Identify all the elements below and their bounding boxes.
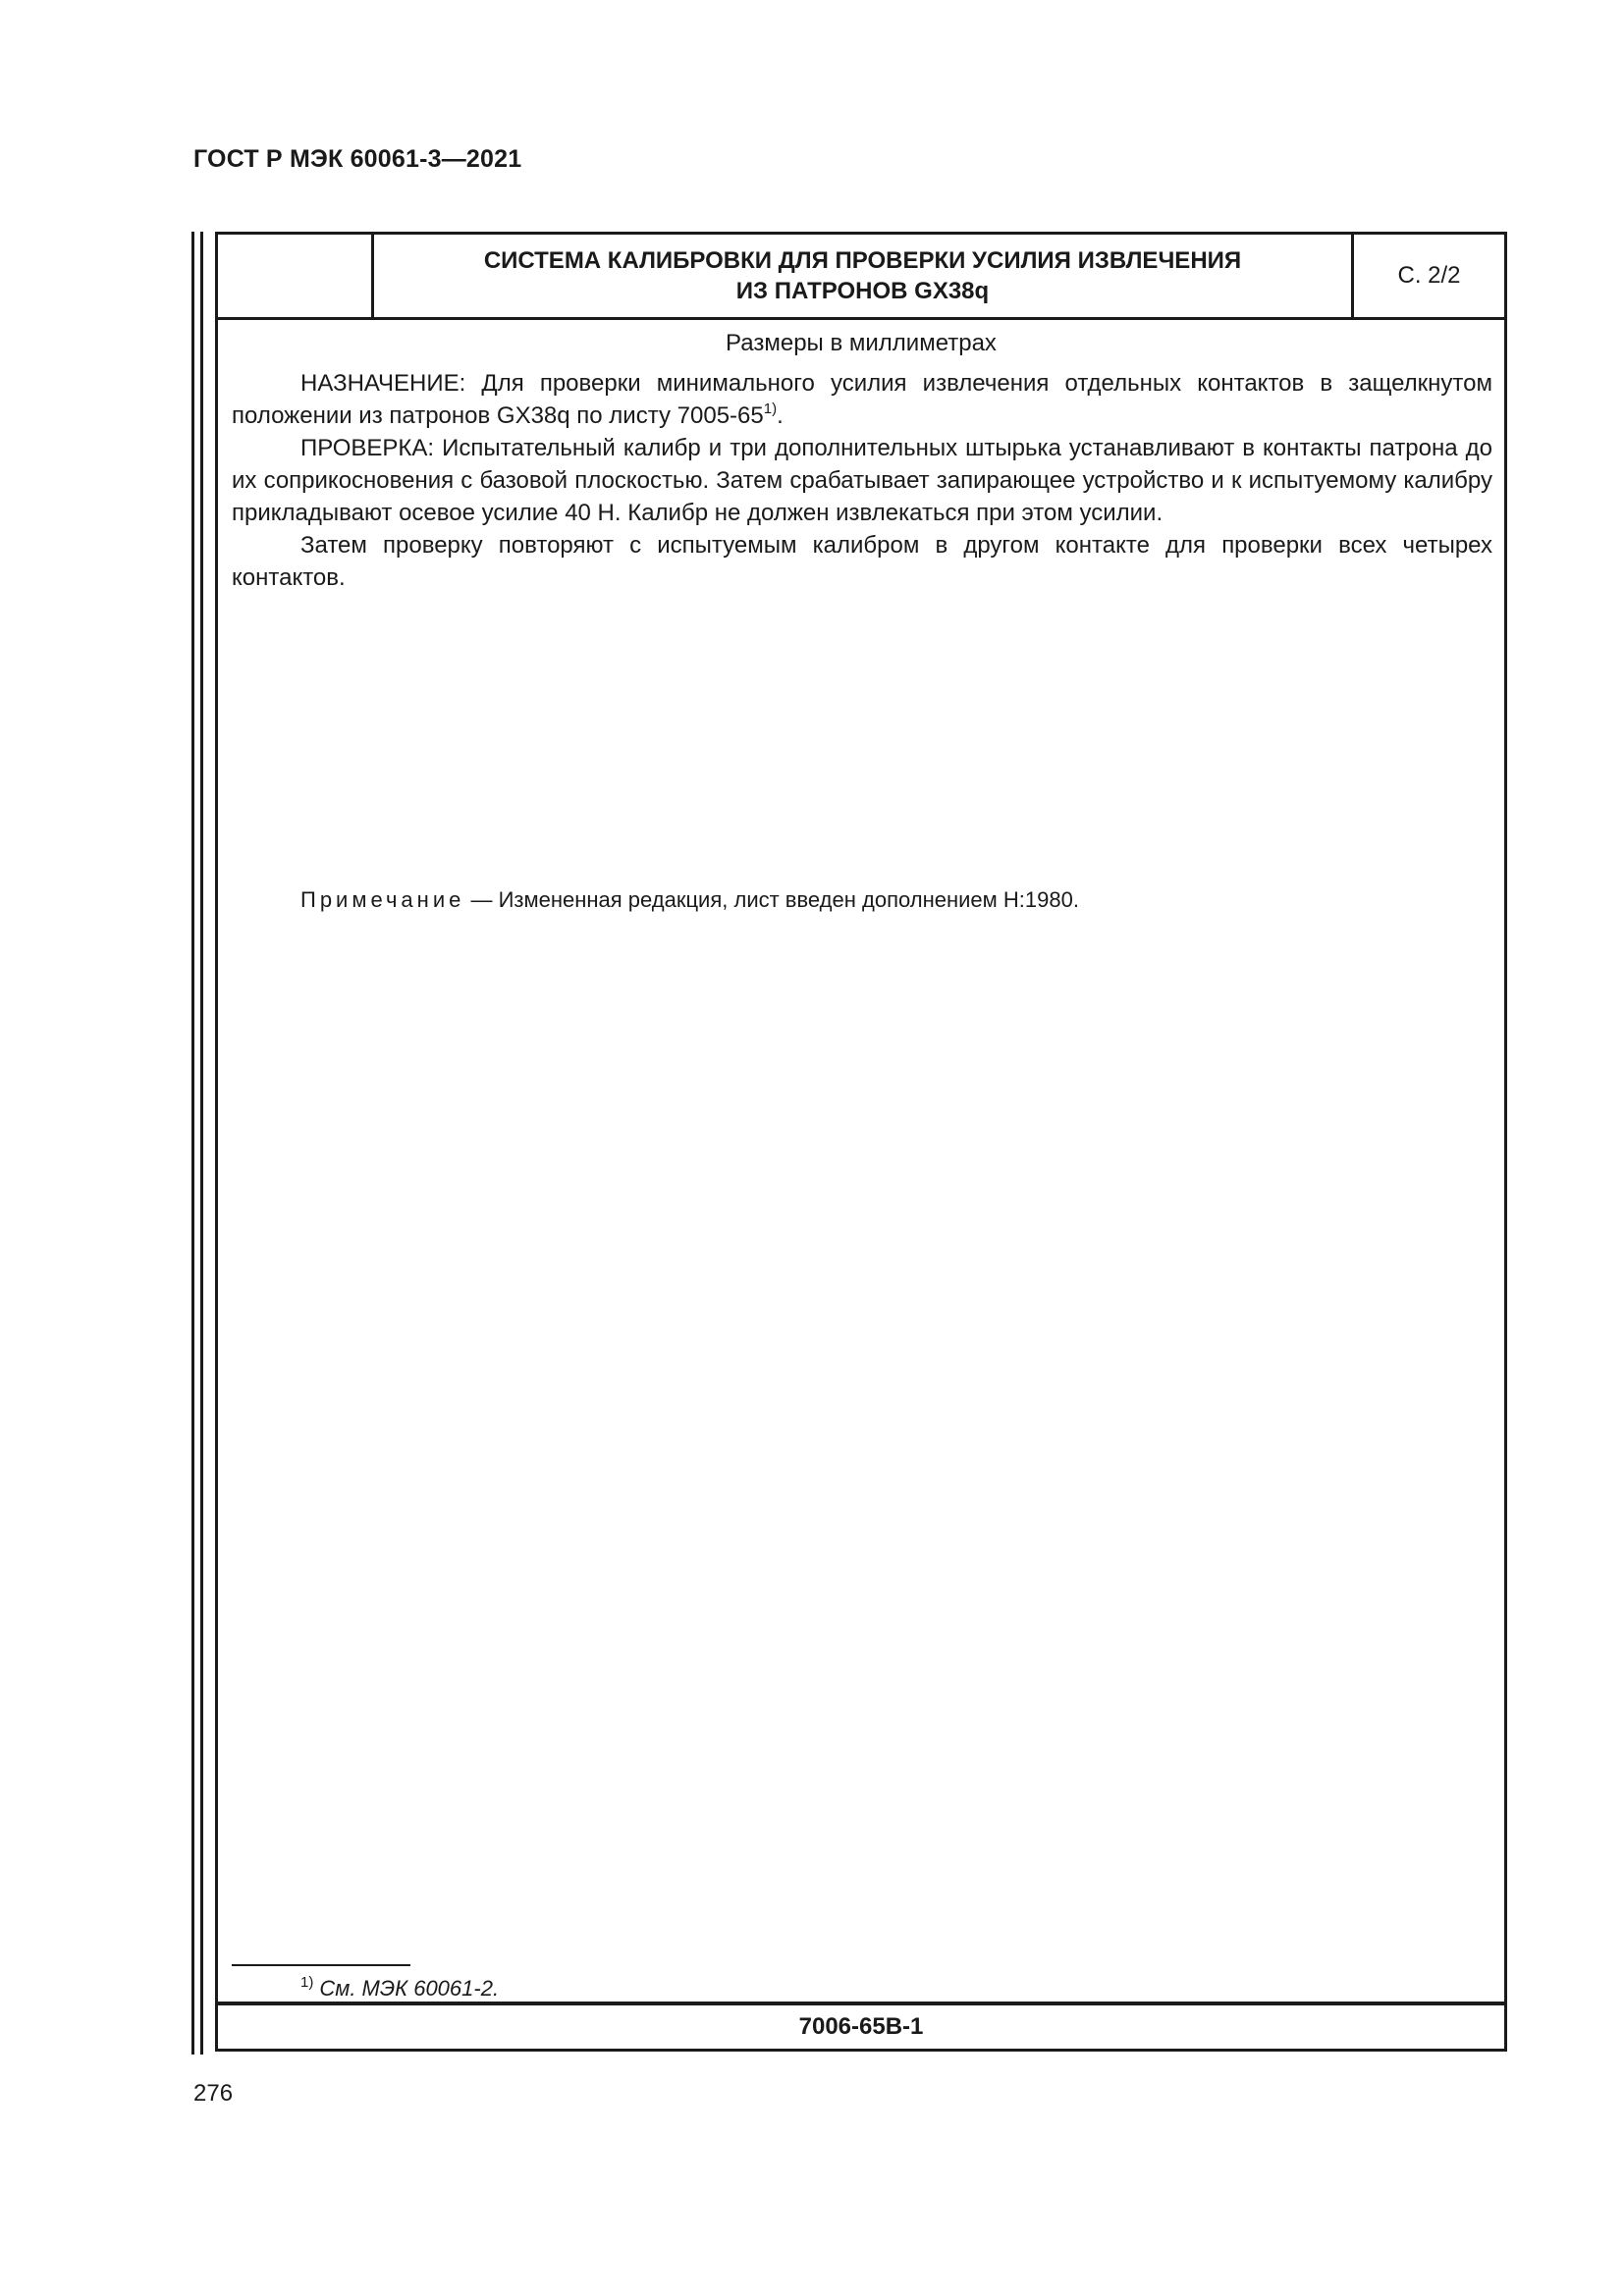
footnote-marker: 1) (300, 1974, 314, 1991)
note-label: Примечание (300, 887, 465, 912)
repeat-paragraph: Затем проверку повторяют с испытуемым калибром в другом контакте для проверки всех четырех контактов. (232, 532, 1492, 591)
sheet-body (218, 320, 1504, 2008)
check-paragraph: ПРОВЕРКА: Испытательный калибр и три дополнительных штырька устанавливают в контакты патрона до их соприкосновения с базовой плоскостью. Затем срабатывает запирающее устройство и к испытуемому калибру прикладывают осевое усилие 40 Н. Калибр не должен извлекаться при этом усилии. (232, 435, 1492, 526)
note-text: — Измененная редакция, лист введен дополнением Н:1980. (464, 887, 1079, 912)
footnote-separator (232, 1964, 410, 1966)
sheet-header (218, 235, 1504, 320)
purpose-paragraph: НАЗНАЧЕНИЕ: Для проверки минимального усилия извлечения отдельных контактов в защелкнутом положении из патронов GX38q по листу 7005-65$^{1)}$. (232, 370, 1492, 429)
units-note: Размеры в миллиметрах (726, 330, 997, 356)
binding-line-inner (200, 232, 203, 2055)
sheet-title-line-1: СИСТЕМА КАЛИБРОВКИ ДЛЯ ПРОВЕРКИ УСИЛИЯ ИЗВЛЕЧЕНИЯ (483, 247, 1242, 274)
footnote-text: См. МЭК 60061-2. (319, 1976, 500, 2001)
footnote (300, 1976, 499, 2002)
standard-code: ГОСТ Р МЭК 60061-3—2021 (193, 145, 522, 173)
header-blank-cell (218, 235, 374, 317)
binding-line-outer (191, 232, 194, 2055)
sheet-footer (218, 2002, 1504, 2049)
sheet-page-indicator: С. 2/2 (1397, 262, 1461, 289)
page-number: 276 (193, 2080, 234, 2107)
sheet-id: 7006-65B-1 (798, 2013, 924, 2040)
footnote-ref: 1) (763, 400, 778, 417)
sheet-title-line-2: ИЗ ПАТРОНОВ GX38q (735, 278, 990, 304)
sheet-title (374, 235, 1354, 317)
note (300, 887, 1079, 913)
sheet-frame (215, 232, 1507, 2052)
body-text (232, 367, 1492, 594)
